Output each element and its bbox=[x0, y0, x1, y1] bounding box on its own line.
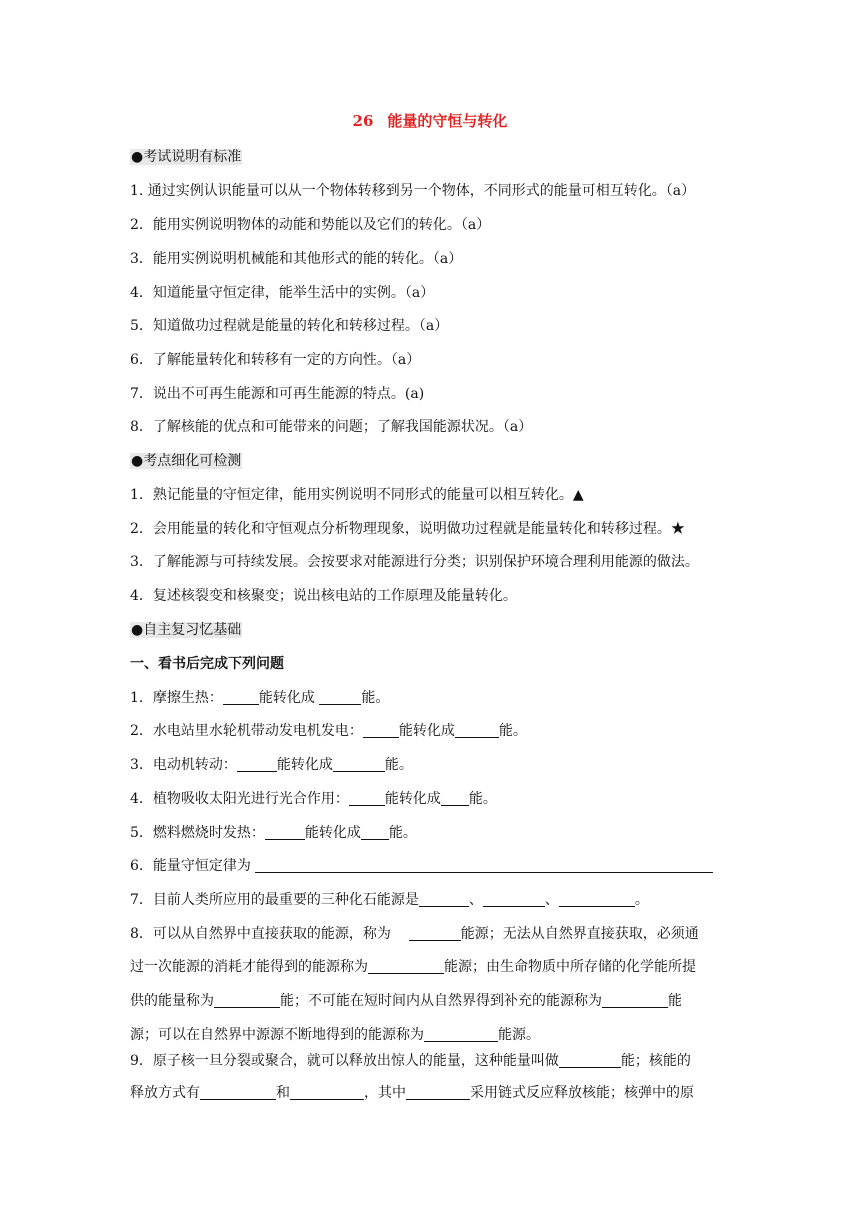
blank[interactable] bbox=[200, 1085, 276, 1100]
standard-item: 1. 通过实例认识能量可以从一个物体转移到另一个物体，不同形式的能量可相互转化。（a） bbox=[130, 183, 696, 199]
standard-item: 6．了解能量转化和转移有一定的方向性。（a） bbox=[130, 352, 421, 368]
standard-item: 4．知道能量守恒定律，能举生活中的实例。（a） bbox=[130, 285, 435, 301]
blank[interactable] bbox=[223, 690, 259, 705]
question-3: 3．电动机转动： 能转化成 能。 bbox=[130, 757, 413, 773]
question-8-line-3: 供的能量称为 能；不可能在短时间内从自然界得到补充的能源称为 能 bbox=[130, 993, 682, 1009]
page-title bbox=[0, 110, 860, 131]
detail-item: 3．了解能源与可持续发展。会按要求对能源进行分类；识别保护环境合理利用能源的做法。 bbox=[130, 554, 699, 570]
detail-item: 1．熟记能量的守恒定律，能用实例说明不同形式的能量可以相互转化。▲ bbox=[130, 487, 584, 503]
blank[interactable] bbox=[363, 723, 399, 738]
question-1: 1．摩擦生热： 能转化成 能。 bbox=[130, 690, 390, 706]
blank[interactable] bbox=[424, 1027, 498, 1042]
detail-item: 4．复述核裂变和核聚变；说出核电站的工作原理及能量转化。 bbox=[130, 588, 517, 604]
review-heading: ●自主复习忆基础 bbox=[131, 622, 242, 638]
standard-item: 2．能用实例说明物体的动能和势能以及它们的转化。（a） bbox=[130, 217, 491, 233]
question-4: 4．植物吸收太阳光进行光合作用： 能转化成 能。 bbox=[130, 791, 497, 807]
standard-item: 8．了解核能的优点和可能带来的问题；了解我国能源状况。（a） bbox=[130, 419, 533, 435]
blank[interactable] bbox=[441, 791, 469, 806]
standards-heading: ●考试说明有标准 bbox=[131, 149, 242, 165]
standard-item: 5．知道做功过程就是能量的转化和转移过程。（a） bbox=[130, 318, 449, 334]
blank[interactable] bbox=[237, 757, 277, 772]
question-8-line-1: 8．可以从自然界中直接获取的能源，称为 能源；无法从自然界直接获取，必须通 bbox=[130, 926, 699, 942]
blank[interactable] bbox=[333, 757, 385, 772]
blank[interactable] bbox=[368, 959, 444, 974]
title-text: 能量的守恒与转化 bbox=[387, 112, 508, 130]
question-9-line-1: 9．原子核一旦分裂或聚合，就可以释放出惊人的能量，这种能量叫做 能；核能的 bbox=[130, 1053, 691, 1069]
blank[interactable] bbox=[361, 825, 389, 840]
question-6: 6．能量守恒定律为 bbox=[130, 856, 732, 876]
title-number: 26 bbox=[352, 112, 374, 130]
question-2: 2．水电站里水轮机带动发电机发电： 能转化成 能。 bbox=[130, 723, 527, 739]
blank[interactable] bbox=[559, 1053, 621, 1068]
blank[interactable] bbox=[419, 892, 469, 907]
blank[interactable] bbox=[559, 892, 635, 907]
blank[interactable] bbox=[602, 993, 668, 1008]
question-8-line-4: 源；可以在自然界中源源不断地得到的能源称为 能源。 bbox=[130, 1027, 540, 1043]
review-subheading: 一、看书后完成下列问题 bbox=[130, 656, 284, 672]
question-5: 5．燃料燃烧时发热： 能转化成 能。 bbox=[130, 825, 417, 841]
detail-heading: ●考点细化可检测 bbox=[131, 453, 242, 469]
standard-item: 7．说出不可再生能源和可再生能源的特点。(a) bbox=[130, 386, 425, 402]
blank[interactable] bbox=[319, 690, 361, 705]
detail-item: 2．会用能量的转化和守恒观点分析物理现象，说明做功过程就是能量转化和转移过程。★ bbox=[130, 521, 685, 537]
standard-item: 3．能用实例说明机械能和其他形式的能的转化。（a） bbox=[130, 251, 463, 267]
question-7: 7．目前人类所应用的最重要的三种化石能源是 、 、 。 bbox=[130, 892, 649, 908]
blank[interactable] bbox=[349, 791, 385, 806]
question-9-line-2: 释放方式有 和 ，其中 采用链式反应释放核能；核弹中的原 bbox=[130, 1085, 694, 1101]
blank[interactable] bbox=[290, 1085, 364, 1100]
question-8-line-2: 过一次能源的消耗才能得到的能源称为 能源；由生命物质中所存储的化学能所提 bbox=[130, 959, 696, 975]
blank[interactable] bbox=[483, 892, 545, 907]
blank[interactable] bbox=[255, 858, 713, 873]
blank[interactable] bbox=[265, 825, 305, 840]
blank[interactable] bbox=[455, 723, 499, 738]
blank[interactable] bbox=[214, 993, 280, 1008]
blank[interactable] bbox=[409, 926, 461, 941]
blank[interactable] bbox=[406, 1085, 470, 1100]
